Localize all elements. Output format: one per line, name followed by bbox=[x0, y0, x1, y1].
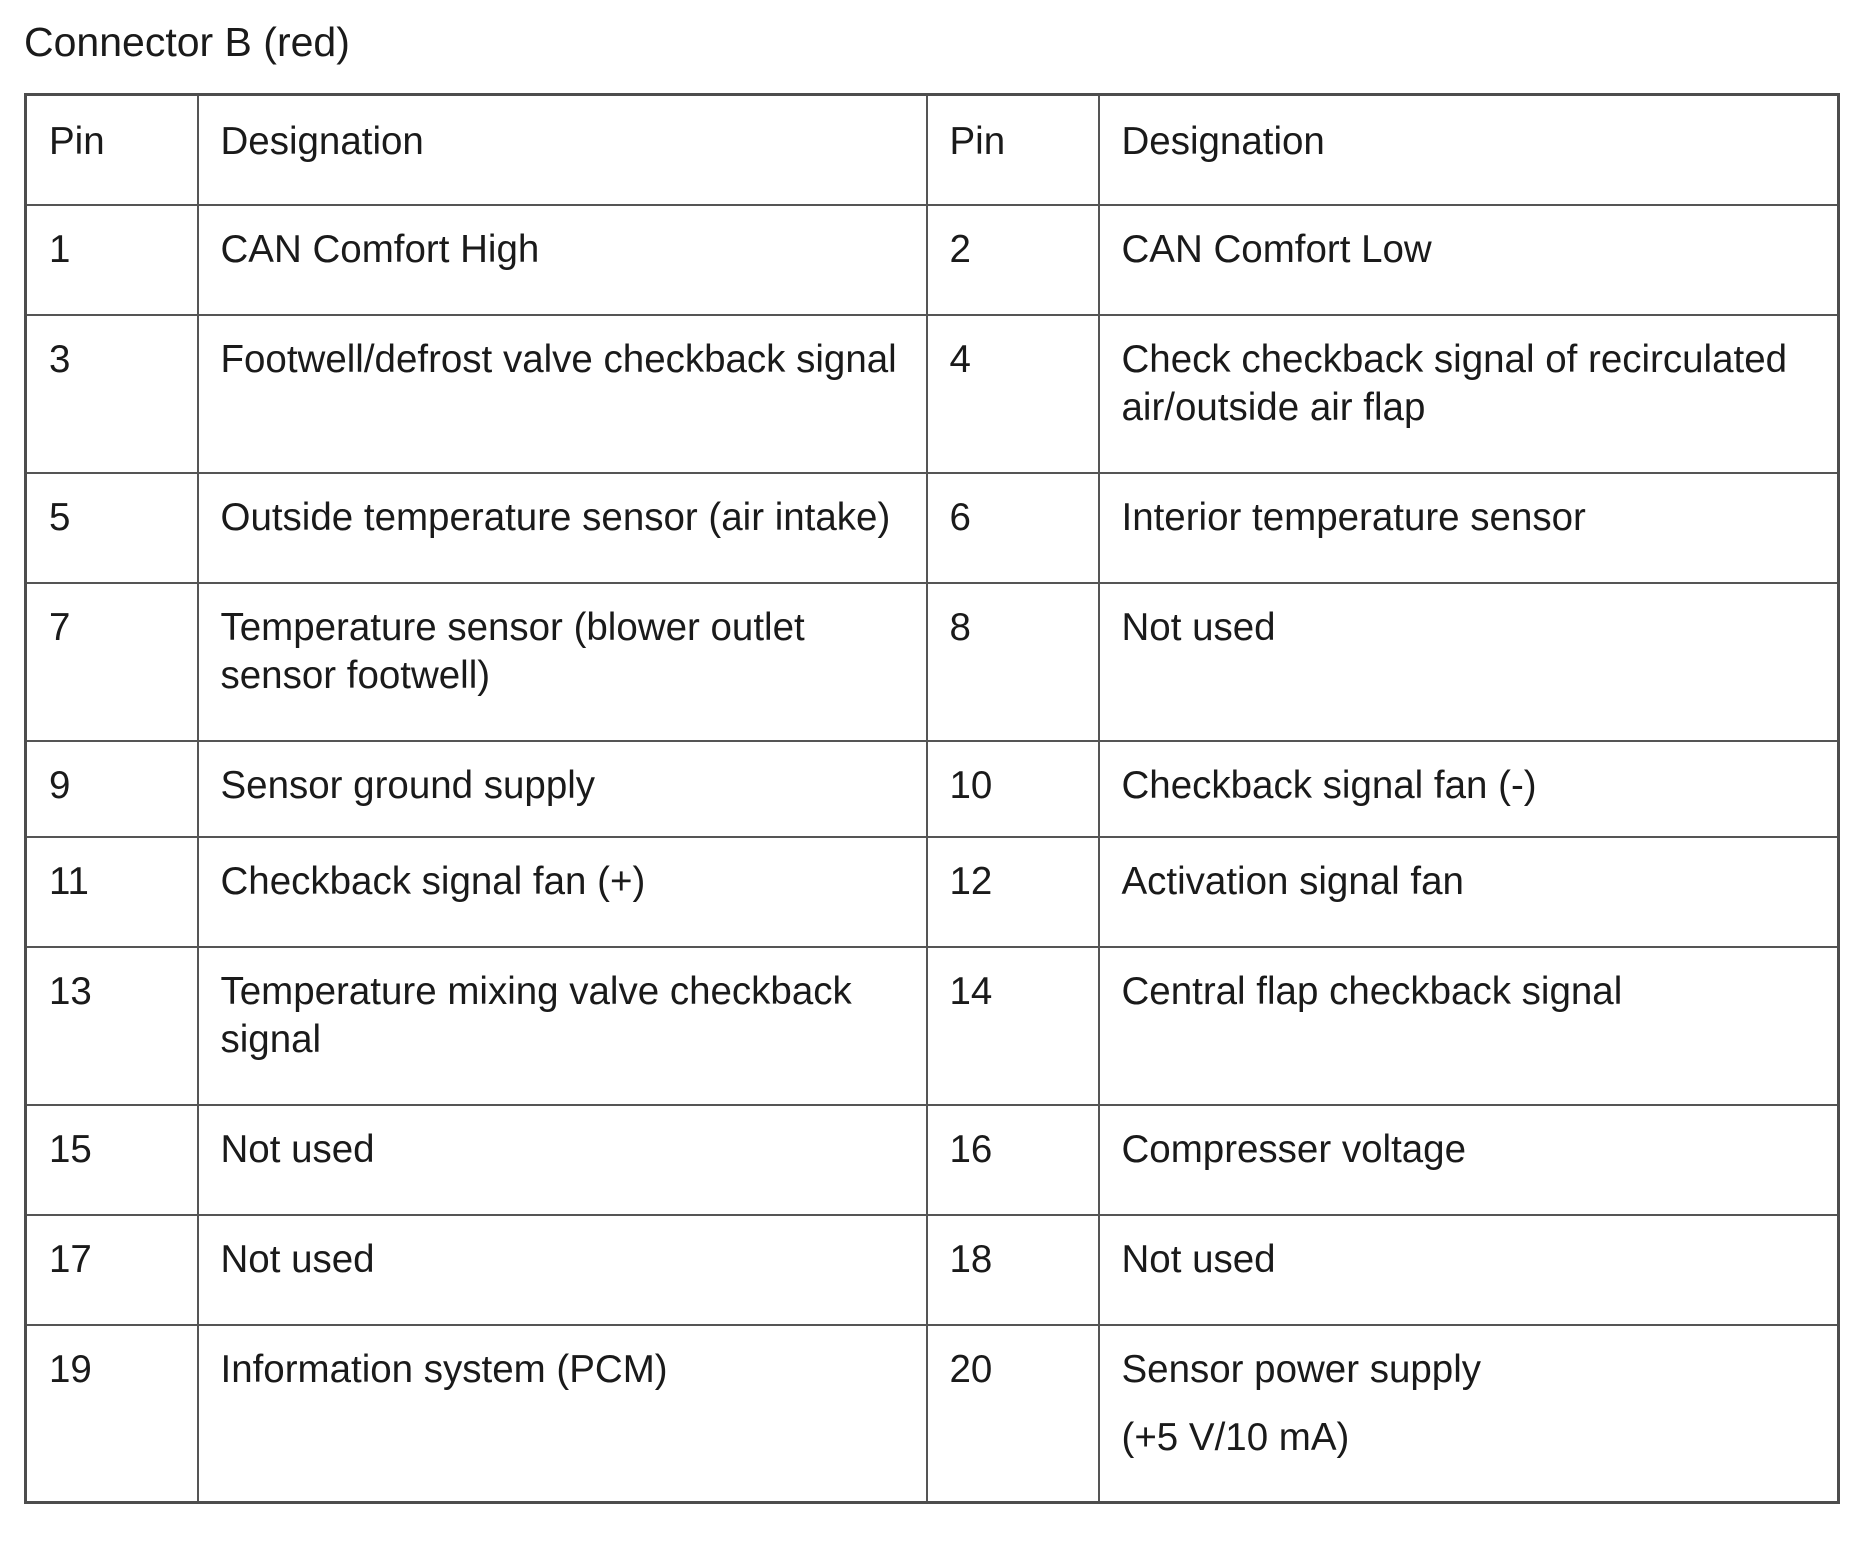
pin-cell: 11 bbox=[26, 837, 198, 947]
table-row bbox=[26, 473, 1839, 583]
header-row bbox=[26, 95, 1839, 205]
table-row bbox=[26, 947, 1839, 1105]
designation-cell: Outside temperature sensor (air intake) bbox=[198, 473, 927, 583]
table-row bbox=[26, 1215, 1839, 1325]
designation-cell: Check checkback signal of recirculated air/outside air flap bbox=[1099, 315, 1839, 473]
designation-cell: Activation signal fan bbox=[1099, 837, 1839, 947]
pin-cell: 8 bbox=[927, 583, 1099, 741]
designation-cell: Temperature sensor (blower outlet sensor footwell) bbox=[198, 583, 927, 741]
designation-cell: Compresser voltage bbox=[1099, 1105, 1839, 1215]
designation-cell bbox=[1099, 1325, 1839, 1503]
designation-cell: Footwell/defrost valve checkback signal bbox=[198, 315, 927, 473]
pin-cell: 10 bbox=[927, 741, 1099, 837]
designation-cell: Checkback signal fan (-) bbox=[1099, 741, 1839, 837]
pin-cell: 5 bbox=[26, 473, 198, 583]
designation-cell: Information system (PCM) bbox=[198, 1325, 927, 1503]
pin-cell: 14 bbox=[927, 947, 1099, 1105]
designation-cell: CAN Comfort High bbox=[198, 205, 927, 315]
pin-cell: 18 bbox=[927, 1215, 1099, 1325]
header-designation: Designation bbox=[1099, 95, 1839, 205]
designation-text: Sensor power supply bbox=[1121, 1347, 1482, 1391]
pin-cell: 20 bbox=[927, 1325, 1099, 1503]
pin-cell: 3 bbox=[26, 315, 198, 473]
header-pin: Pin bbox=[26, 95, 198, 205]
table-row bbox=[26, 583, 1839, 741]
table-row bbox=[26, 1105, 1839, 1215]
pin-cell: 17 bbox=[26, 1215, 198, 1325]
designation-cell: Checkback signal fan (+) bbox=[198, 837, 927, 947]
table-body bbox=[26, 205, 1839, 1503]
designation-cell: Temperature mixing valve checkback signal bbox=[198, 947, 927, 1105]
pin-cell: 1 bbox=[26, 205, 198, 315]
designation-cell: CAN Comfort Low bbox=[1099, 205, 1839, 315]
pin-cell: 15 bbox=[26, 1105, 198, 1215]
header-pin: Pin bbox=[927, 95, 1099, 205]
designation-cell: Not used bbox=[1099, 583, 1839, 741]
designation-cell: Central flap checkback signal bbox=[1099, 947, 1839, 1105]
pin-cell: 13 bbox=[26, 947, 198, 1105]
designation-cell: Not used bbox=[198, 1105, 927, 1215]
pin-cell: 16 bbox=[927, 1105, 1099, 1215]
table-row bbox=[26, 1325, 1839, 1503]
pin-cell: 12 bbox=[927, 837, 1099, 947]
header-designation: Designation bbox=[198, 95, 927, 205]
designation-cell: Not used bbox=[198, 1215, 927, 1325]
designation-cell: Interior temperature sensor bbox=[1099, 473, 1839, 583]
pin-cell: 9 bbox=[26, 741, 198, 837]
pin-cell: 2 bbox=[927, 205, 1099, 315]
pin-cell: 6 bbox=[927, 473, 1099, 583]
table-row bbox=[26, 837, 1839, 947]
pin-table bbox=[24, 93, 1840, 1504]
designation-cell: Sensor ground supply bbox=[198, 741, 927, 837]
page-title: Connector B (red) bbox=[24, 19, 350, 65]
table-row bbox=[26, 315, 1839, 473]
table-row bbox=[26, 741, 1839, 837]
designation-cell: Not used bbox=[1099, 1215, 1839, 1325]
table-header bbox=[26, 95, 1839, 205]
pin-cell: 7 bbox=[26, 583, 198, 741]
designation-note: (+5 V/10 mA) bbox=[1121, 1415, 1350, 1459]
table-row bbox=[26, 205, 1839, 315]
pin-cell: 19 bbox=[26, 1325, 198, 1503]
pin-cell: 4 bbox=[927, 315, 1099, 473]
